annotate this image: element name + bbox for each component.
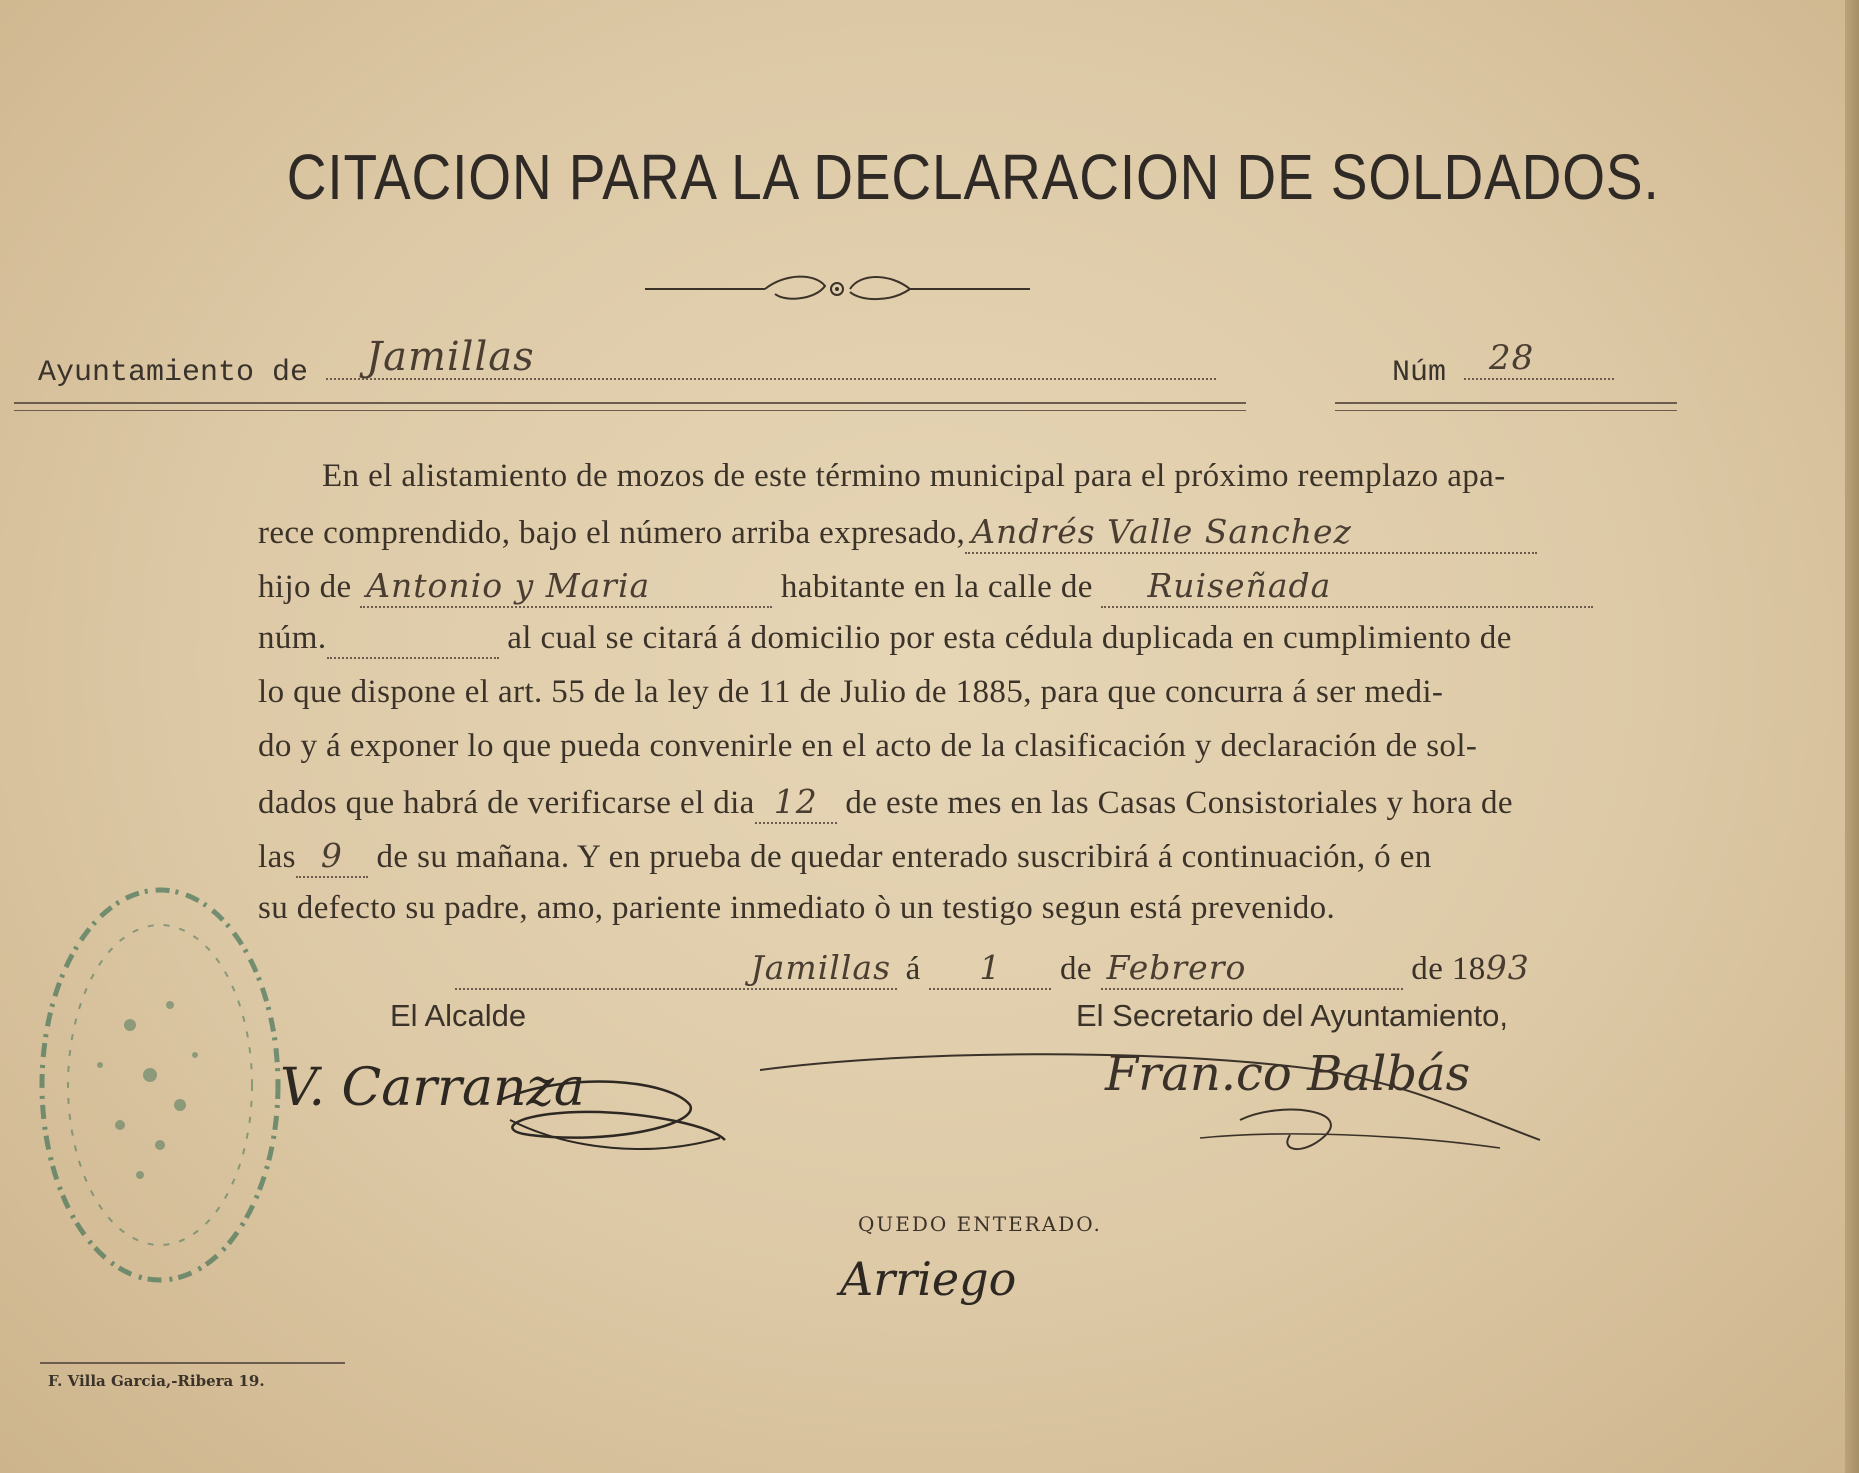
date-year-suffix: 93 — [1485, 948, 1530, 987]
alcalde-label: El Alcalde — [390, 998, 527, 1033]
num-row — [1392, 338, 1614, 390]
body-line-5: lo que dispone el art. 55 de la ley de 11 de Julio de 1885, para que concurra á ser medi- — [258, 674, 1444, 710]
body-line-2-text: rece comprendido, bajo el número arriba expresado, — [258, 515, 966, 551]
body-line-3 — [258, 566, 1678, 608]
date-de-2: de — [1411, 951, 1444, 987]
hour-value: 9 — [320, 836, 343, 875]
secretario-signature-text: Fran.co Balbás — [1105, 1046, 1471, 1102]
enterado-label: QUEDO ENTERADO. — [858, 1212, 1102, 1236]
enterado-signature — [820, 1240, 1100, 1330]
street-field — [1101, 566, 1593, 608]
secretario-signature — [760, 1030, 1580, 1180]
date-month: Febrero — [1106, 948, 1247, 987]
name-field — [965, 512, 1537, 554]
header-rule-right — [1335, 402, 1677, 411]
ayuntamiento-label: Ayuntamiento de — [38, 356, 309, 390]
enterado-signature-text: Arriego — [840, 1252, 1017, 1306]
body-line-8 — [258, 836, 1678, 878]
house-number-field — [327, 620, 499, 659]
conscript-name: Andrés Valle Sanchez — [971, 512, 1352, 551]
body-line-2 — [258, 512, 1678, 554]
body-line-7-text-a: dados que habrá de verificarse el dia — [258, 785, 755, 821]
date-place: Jamillas — [750, 948, 891, 987]
printer-rule — [40, 1362, 345, 1364]
date-day-field — [929, 948, 1051, 990]
date-day: 1 — [979, 948, 1002, 987]
day-field — [755, 782, 837, 824]
num-label: Núm — [1392, 356, 1447, 390]
body-line-3-text-b: habitante en la calle de — [780, 569, 1093, 605]
ayuntamiento-field — [326, 334, 1216, 380]
body-line-6: do y á exponer lo que pueda convenirle en el acto de la clasificación y declaración de sol- — [258, 728, 1478, 764]
parents-field — [360, 566, 772, 608]
body-line-8-text-b: de su mañana. Y en prueba de quedar enterado suscribirá á continuación, ó en — [376, 839, 1432, 875]
date-de-1: de — [1060, 951, 1092, 987]
num-value: 28 — [1489, 338, 1535, 378]
day-value: 12 — [773, 782, 818, 821]
date-a: á — [905, 951, 921, 987]
body-line-4 — [258, 620, 1678, 659]
header-rule-left — [14, 402, 1246, 411]
ayuntamiento-value: Jamillas — [366, 334, 535, 380]
body-line-7 — [258, 782, 1678, 824]
alcalde-signature — [270, 1040, 730, 1170]
body-line-4-text-a: núm. — [258, 620, 327, 656]
alcalde-signature-text: V. Carranza — [280, 1058, 585, 1118]
body-line-3-text-a: hijo de — [258, 569, 352, 605]
document-title: CITACION PARA LA DECLARACION DE SOLDADOS. — [286, 141, 1660, 213]
body-line-4-text-b: al cual se citará á domicilio por esta cédula duplicada en cumplimiento de — [507, 620, 1512, 656]
page-edge — [1845, 0, 1859, 1473]
printer-imprint: F. Villa Garcia,-Ribera 19. — [48, 1372, 265, 1390]
month-field — [1101, 948, 1403, 990]
street-value: Ruiseñada — [1147, 566, 1332, 605]
body-line-9: su defecto su padre, amo, pariente inmediato ò un testigo segun está prevenido. — [258, 890, 1336, 926]
ornament-divider-icon — [645, 268, 1030, 310]
body-line-1: En el alistamiento de mozos de este término municipal para el próximo reemplazo apa- — [322, 458, 1506, 494]
body-line-7-text-b: de este mes en las Casas Consistoriales y hora de — [845, 785, 1513, 821]
secretario-label: El Secretario del Ayuntamiento, — [1076, 998, 1508, 1033]
date-year-prefix: 18 — [1451, 951, 1486, 987]
municipal-stamp-icon — [10, 875, 290, 1295]
parents-value: Antonio y Maria — [366, 566, 651, 605]
place-field — [455, 948, 897, 990]
hour-field — [296, 836, 368, 878]
body-line-8-text-a: las — [258, 839, 296, 875]
num-field — [1464, 338, 1614, 380]
ayuntamiento-row — [38, 334, 1216, 390]
date-line — [455, 948, 1859, 990]
